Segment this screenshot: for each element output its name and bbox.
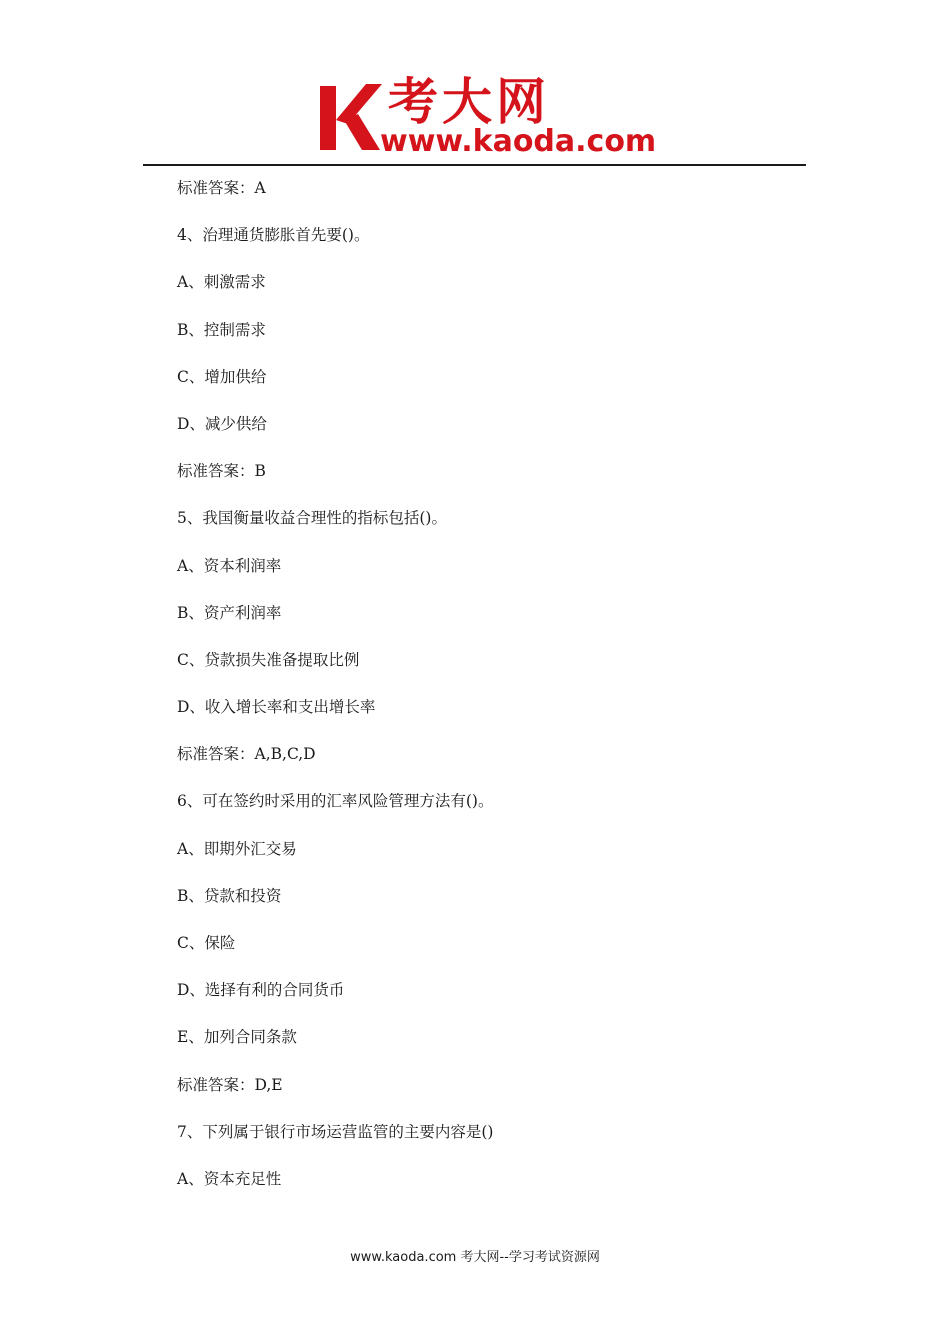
answer-line: 标准答案：B <box>177 462 266 481</box>
option-line: C、贷款损失准备提取比例 <box>177 650 360 669</box>
option-line: E、加列合同条款 <box>177 1028 297 1047</box>
question-line: 4、治理通货膨胀首先要()。 <box>177 226 370 245</box>
option-line: C、增加供给 <box>177 367 267 386</box>
document-body <box>177 176 797 1214</box>
answer-line: 标准答案：A <box>177 179 266 197</box>
logo-chinese-text: 考大网 <box>388 73 550 131</box>
option-line: A、刺激需求 <box>177 273 266 292</box>
option-line: B、贷款和投资 <box>177 886 282 905</box>
option-line: B、资产利润率 <box>177 603 282 622</box>
page-footer[interactable]: www.kaoda.com 考大网--学习考试资源网 <box>350 1250 600 1265</box>
option-line: C、保险 <box>177 934 236 952</box>
page-header <box>0 0 950 170</box>
k-logo-icon <box>318 80 382 152</box>
header-divider <box>143 164 806 166</box>
option-line: A、即期外汇交易 <box>177 839 297 858</box>
option-line: D、收入增长率和支出增长率 <box>177 698 376 717</box>
kaoda-logo[interactable] <box>318 73 657 162</box>
option-line: D、选择有利的合同货币 <box>177 981 345 1000</box>
option-line: D、减少供给 <box>177 414 267 433</box>
question-line: 7、下列属于银行市场运营监管的主要内容是() <box>177 1122 494 1141</box>
option-line: A、资本利润率 <box>177 556 282 575</box>
question-line: 5、我国衡量收益合理性的指标包括()。 <box>177 509 447 528</box>
logo-url-text: www.kaoda.com <box>380 124 657 159</box>
option-line: A、资本充足性 <box>177 1169 282 1188</box>
question-line: 6、可在签约时采用的汇率风险管理方法有()。 <box>177 792 494 811</box>
option-line: B、控制需求 <box>177 320 266 339</box>
answer-line: 标准答案：A,B,C,D <box>177 745 316 764</box>
answer-line: 标准答案：D,E <box>177 1075 283 1094</box>
